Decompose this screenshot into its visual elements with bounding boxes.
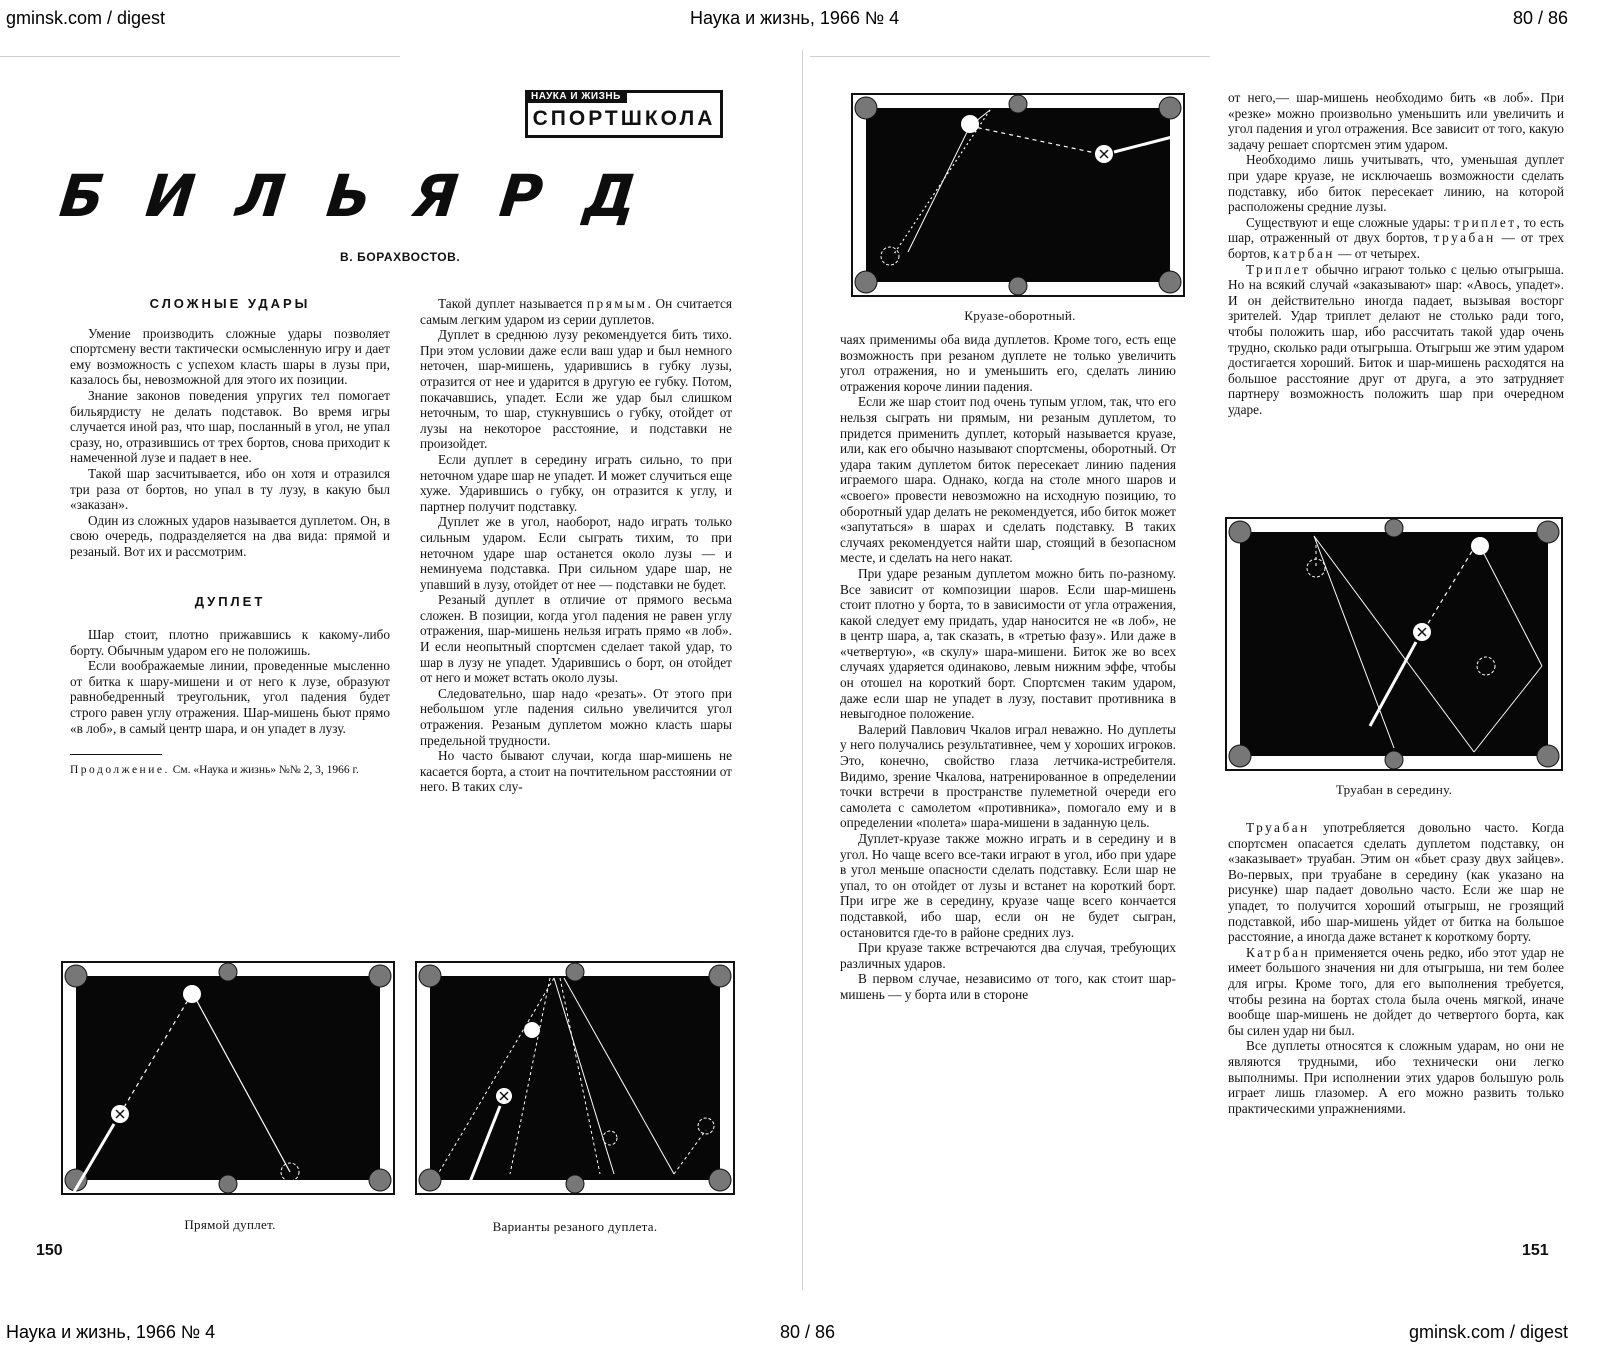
- paragraph: Такой шар засчитывается, ибо он хотя и отразился три раза от бортов, но упал в ту лузу, в какую был «заказан».: [70, 465, 390, 513]
- pocket-icon: [1229, 745, 1251, 767]
- paragraph: Шар стоит, плотно прижавшись к какому-либо борту. Обычным ударом его не положишь.: [70, 627, 390, 658]
- footnote-rule: [70, 754, 162, 755]
- document-title: Наука и жизнь, 1966 № 4: [6, 1322, 216, 1342]
- caption-fig4: Труабан в середину.: [1335, 782, 1453, 797]
- figure-cross-duplet: [850, 92, 1186, 298]
- paragraph: Знание законов поведения упругих тел помогает бильярдисту не делать подставок. Во время игры случается иной раз, что шар, посланный в угол, не упал сразу, но, отразившись от трех бортов, снова приходит к намеченной лузе и падает в нее.: [70, 387, 390, 466]
- paragraph: Валерий Павлович Чкалов играл неважно. Но дуплеты у него получались результативнее, чем у хороших игроков. Это, конечно, свойство глаза летчика-истребителя. Видимо, зрение Чкалова, натренированное в определении точки встречи в пространстве пулеметной очереди его самолета с самолетом «противника», помогало ему и в определении «полета» шара-мишени в заданную цель.: [840, 721, 1176, 831]
- left-column-2: [420, 296, 732, 795]
- pocket-icon: [1159, 97, 1181, 119]
- page-gutter: [802, 50, 803, 1290]
- paragraph: Но часто бывают случаи, когда шар-мишень не касается борта, а стоит на почтительном расстоянии от него. В таких слу-: [420, 748, 732, 795]
- pocket-icon: [1385, 519, 1403, 537]
- pocket-icon: [566, 963, 584, 981]
- paragraph: Следовательно, шар надо «резать». От этого при небольшом угле падения сильно увеличится угол отражения. Резаным дуплетом можно класть шары предельной трудности.: [420, 685, 732, 748]
- pocket-icon: [419, 1169, 441, 1191]
- paragraph: При круазе также встречаются два случая, требующих различных ударов.: [840, 940, 1176, 971]
- text-run: употребляется довольно часто. Когда спортсмен опасается сделать дуплетом подставку, он «заказывает» труабан. Этим он «бьет сразу двух зайцев». Во-первых, при труабане в середину (как указано на рисунке) шар падает довольно часто. Если же шар не упадет, то получится хороший отыгрыш, не грозящий подставкой, ибо шар-мишень уйдет от битка на большое расстояние, а иногда даже встанет к короткому борту.: [1228, 820, 1564, 945]
- text-run: Такой дуплет называется: [438, 296, 587, 311]
- article-title: БИЛЬЯРД: [56, 162, 682, 230]
- paragraph: Если дуплет в середину играть сильно, то при неточном ударе шар не упадет. И может случиться еще хуже. Ударившись о губку, он отразится к углу, и партнер получит подставку.: [420, 451, 732, 514]
- term-katrban: катрбан: [1273, 245, 1335, 261]
- target-ball: [1471, 537, 1489, 555]
- footnote-label: Продолжение.: [70, 764, 170, 777]
- right-column-2-bottom: [1228, 820, 1564, 1116]
- paragraph: Резаный дуплет в отличие от прямого весьма сложен. В позиции, когда угол падения не равен углу отражения, шар-мишень нельзя играть прямо «в лоб». И если неопытный спортсмен сделает такой удар, то шар в лузу не упадет. Ударившись о борт, он отойдет от него и может встать около лузы.: [420, 592, 732, 686]
- text-run: — от четырех.: [1334, 245, 1421, 261]
- paragraph: [1228, 215, 1564, 262]
- pocket-icon: [369, 965, 391, 987]
- badge-section-name: СПОРТШКОЛА: [532, 107, 716, 130]
- paragraph: [1228, 262, 1564, 418]
- paragraph: Дуплет же в угол, наоборот, надо играть только сильным ударом. Если сыграть тихим, то при неточном ударе шар останется около лузы — и неминуема подставка. При сильном ударе шар, не упавший в лузу, отойдет от нее — подставки не будет.: [420, 514, 732, 592]
- table-cloth: [430, 976, 720, 1180]
- heading-duplet: ДУПЛЕТ: [194, 593, 266, 609]
- paragraph: Если же шар стоит под очень тупым углом, так, что его нельзя сыграть ни прямым, ни резаным дуплетом, то придется применить дуплет, который называется круазе, или, как его обычно называют спортсмены, оборотный. От удара таким дуплетом биток пересекает линию падения играемого шара. Однако, когда на столе много шаров и «своего» провести невозможно на исходную позицию, то оборотный удар делать не рекомендуется, ибо биток может «запутаться» в шарах и сделать подставку. В таких случаях рекомендуется найти шар, стоящий в безопасном месте, и сделать на него накат.: [840, 394, 1176, 566]
- text-run: Существуют и еще сложные удары:: [1246, 214, 1454, 230]
- paragraph: [1228, 945, 1564, 1039]
- page-number-left: 150: [36, 1242, 63, 1259]
- heading-complex-shots: СЛОЖНЫЕ УДАРЫ: [149, 296, 311, 311]
- term-pryamoy: прямым: [586, 296, 648, 311]
- pocket-icon: [1537, 745, 1559, 767]
- term-truaban: труабан: [1433, 230, 1496, 246]
- left-column-1: [70, 296, 390, 777]
- table-cloth: [76, 976, 380, 1180]
- caption-fig3: Круазе-оборотный.: [964, 308, 1076, 323]
- pocket-icon: [1229, 521, 1251, 543]
- bottom-bar: [0, 1314, 1600, 1348]
- pocket-icon: [709, 1169, 731, 1191]
- paragraph: Дуплет-круазе также можно играть и в середину и в угол. Но чаще всего все-таки играют в угол, ибо при ударе в угол меньше опасности сделать подставку. Если шар не упал, то он отойдет от лузы и встанет на короткий борт. При игре же в середину, круазе чаще всего кончается подставкой, ибо шар, если он не будет сыгран, остановится где-то в районе средних луз.: [840, 831, 1176, 940]
- paragraph: Один из сложных ударов называется дуплетом. Он, в свою очередь, подразделяется на два вида: прямой и резаный. Вот их и рассмотрим.: [70, 512, 390, 559]
- site-link[interactable]: gminsk.com / digest: [1408, 1322, 1568, 1342]
- pocket-icon: [1009, 277, 1027, 295]
- pocket-icon: [65, 965, 87, 987]
- page-counter: 80 / 86: [780, 1322, 836, 1342]
- top-bar: [0, 0, 1600, 34]
- paragraph: При ударе резаным дуплетом можно бить по-разному. Все зависит от композиции шаров. Если шар-мишень стоит плотно у борта, то в зависимости от угла отражения, какой следует ему придать, удар наносится не «в лоб», не в центр шара, а, так сказать, в «третью фазу». Или даже в «четвертую», «в скулу» шара-мишени. Биток же во всех случаях ударяется одинаково, левым нижним эффе, чтобы он отошел на короткий борт. Спортсмен таким ударом, даже если шар не упадет в лузу, поставит противника в невыгодное положение.: [840, 565, 1176, 722]
- right-column-2-top: [1228, 90, 1564, 417]
- right-page: [810, 56, 1600, 1311]
- pocket-icon: [1159, 271, 1181, 293]
- pocket-icon: [369, 1169, 391, 1191]
- text-run: , то есть шар, отраженный от двух бортов,: [1228, 214, 1564, 246]
- term-triplet: Триплет: [1246, 261, 1311, 277]
- pocket-icon: [1537, 521, 1559, 543]
- figure-cut-duplet-variants: [414, 960, 736, 1196]
- paragraph: чаях применимы оба вида дуплетов. Кроме того, есть еще возможность при резаном дуплете не только увеличить угол отражения, но и уменьшить его, сделать линию отражения короче линии падения.: [840, 332, 1176, 394]
- badge-magazine-name: НАУКА И ЖИЗНЬ: [525, 90, 627, 103]
- table-cloth: [866, 108, 1170, 282]
- pocket-icon: [219, 963, 237, 981]
- site-link[interactable]: gminsk.com / digest: [6, 8, 166, 28]
- figure-truaban-middle: [1224, 516, 1564, 772]
- article-author: В. БОРАХВОСТОВ.: [340, 250, 461, 264]
- text-run: обычно играют только с целью отыгрыша. Но на всякий случай «заказывают» шар: «Авось, упадет». И он действительно иногда падает, вызывая восторг зрителей. Удар триплет делают не столько ради того, чтобы положить шар, ибо рассчитать такой удар очень трудно, сколько ради отыгрыша. Отыгрыш же этим ударом достигается хороший. Биток и шар-мишень расходятся на большое расстояние друг от друга, а это затрудняет партнеру возможность положить шар при очередном ударе.: [1228, 261, 1564, 417]
- target-ball: [183, 985, 201, 1003]
- term-truaban: Труабан: [1246, 820, 1310, 835]
- paragraph: [1228, 820, 1564, 945]
- text-run: . Он считается самым легким ударом из серии дуплетов.: [420, 296, 732, 327]
- section-badge: [525, 90, 723, 138]
- target-ball: [524, 1022, 540, 1038]
- figure-direct-duplet: [60, 960, 396, 1196]
- term-triplet: триплет: [1453, 214, 1517, 230]
- pocket-icon: [855, 97, 877, 119]
- right-column-1: [840, 332, 1176, 1003]
- document-title: Наука и жизнь, 1966 № 4: [690, 8, 900, 28]
- target-ball: [961, 115, 979, 133]
- paragraph: В первом случае, независимо от того, как стоит шар-мишень — у борта или в стороне: [840, 971, 1176, 1002]
- pocket-icon: [709, 965, 731, 987]
- page-counter: 80 / 86: [1512, 8, 1568, 28]
- paragraph: Если воображаемые линии, проведенные мысленно от битка к шару-мишени и от него к лузе, образуют равнобедренный треугольник, угол падения будет строго равен углу отражения. Шар-мишень бьют прямо «в лоб», в самый центр шара, и он упадет в лузу.: [70, 658, 390, 736]
- caption-fig2: Варианты резаного дуплета.: [492, 1219, 658, 1234]
- paragraph: Все дуплеты относятся к сложным ударам, но они не являются трудными, ибо технически они легко выполнимы. При исполнении этих ударов большую роль играет лишь глазомер. А его можно развить только практическими упражнениями.: [1228, 1038, 1564, 1116]
- pocket-icon: [566, 1175, 584, 1193]
- caption-fig1: Прямой дуплет.: [184, 1217, 276, 1232]
- left-page: [0, 56, 790, 1311]
- pocket-icon: [855, 271, 877, 293]
- text-run: — от трех бортов,: [1228, 230, 1564, 261]
- pocket-icon: [219, 1175, 237, 1193]
- term-katrban: Катрбан: [1246, 944, 1311, 960]
- paragraph: Умение производить сложные удары позволяет спортсмену вести тактически осмысленную игру и дает ему возможность с успехом класть шары в лузы при, казалось бы, невозможной для этого их позиции.: [70, 325, 390, 388]
- pocket-icon: [1385, 751, 1403, 769]
- paragraph: Необходимо лишь учитывать, что, уменьшая дуплет при ударе круазе, не исключаешь возможности сделать подставку, ибо биток пересекает линию, на которой расположены средние лузы.: [1228, 152, 1564, 215]
- pocket-icon: [1009, 95, 1027, 113]
- text-run: применяется очень редко, ибо этот удар не имеет большого значения ни для отыгрыша, ни тем более для игры. Кроме того, для его выполнения требуется, чтобы резина на бортах стола была очень мягкой, иначе вообще шар-мишень не дойдет до четвертого борта, как бы силен удар ни был.: [1228, 944, 1564, 1038]
- footnote-text: См. «Наука и жизнь» №№ 2, 3, 1966 г.: [169, 764, 359, 777]
- page-number-right: 151: [1522, 1242, 1549, 1259]
- paragraph: Дуплет в среднюю лузу рекомендуется бить тихо. При этом условии даже если ваш удар и был немного неточен, шар-мишень, ударившись в губку лузы, отразится от нее и ударится в другую ее губку. Потом, покачавшись, упадет. Если же удар был слишком неточным, то шар, стукнувшись о губку, отойдет от лузы на некоторое расстояние, и подставки не произойдет.: [420, 327, 732, 452]
- paragraph: [420, 296, 732, 327]
- pocket-icon: [419, 965, 441, 987]
- footnote: [70, 763, 390, 777]
- paragraph: от него,— шар-мишень необходимо бить «в лоб». При «резке» можно произвольно уменьшить или увеличить и угол падения и угол отражения. Все зависит от того, какую задачу решает спортсмен этим ударом.: [1228, 90, 1564, 152]
